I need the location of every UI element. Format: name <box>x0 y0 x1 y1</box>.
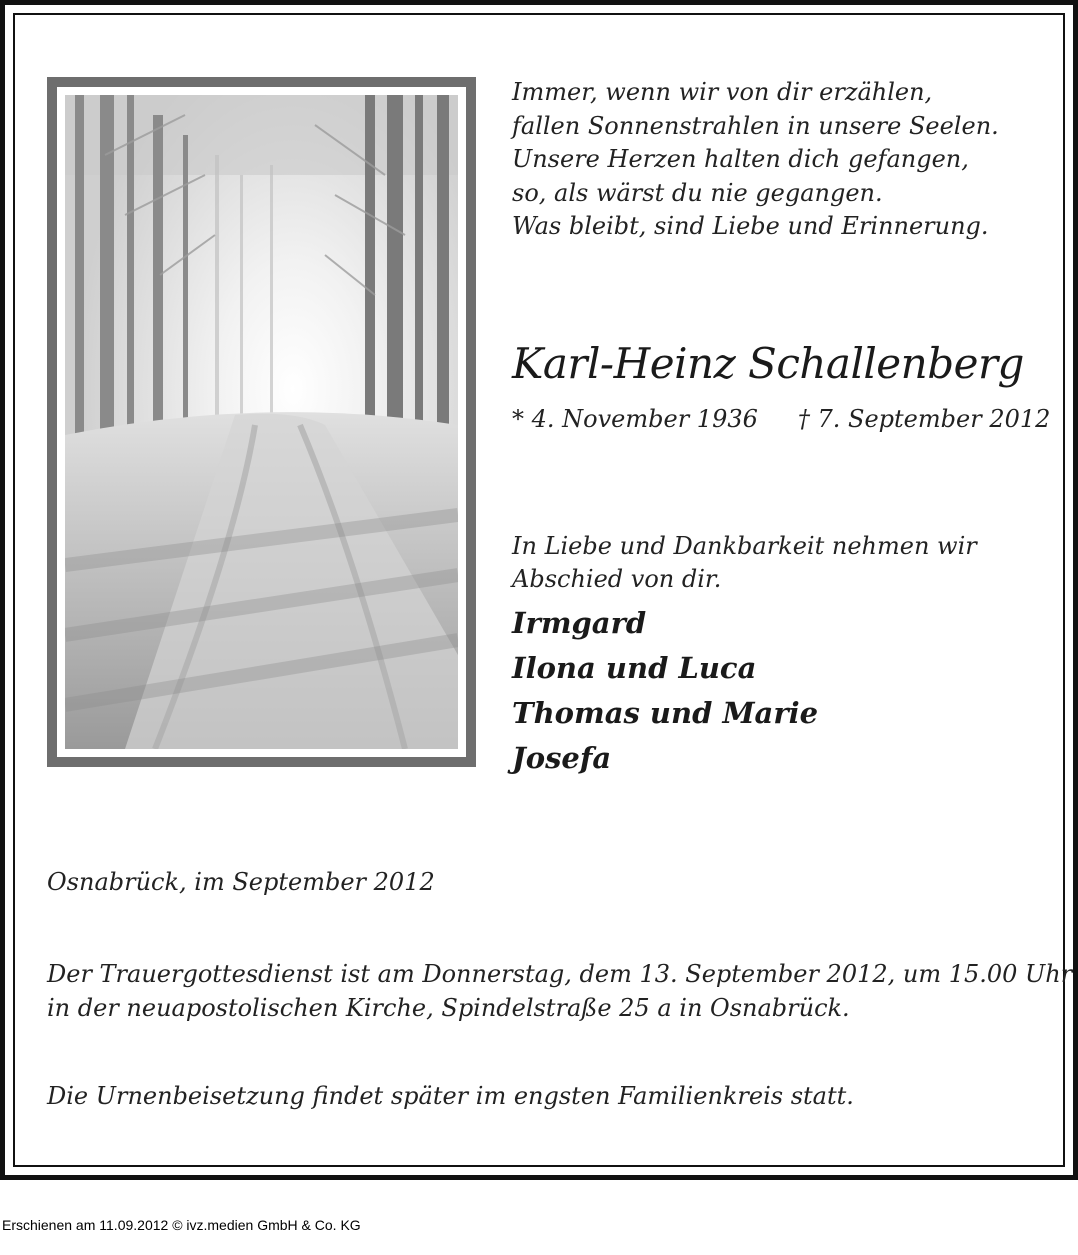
service-line: Der Trauergottesdienst ist am Donnerstag, dem 13. September 2012, um 15.00 Uhr <box>47 960 1073 988</box>
farewell-line: In Liebe und Dankbarkeit nehmen wir <box>512 532 977 560</box>
family-member: Josefa <box>512 741 612 775</box>
farewell-text <box>512 530 977 596</box>
place-date: Osnabrück, im September 2012 <box>47 868 435 896</box>
family-member: Irmgard <box>512 606 647 640</box>
photo-frame <box>47 77 476 767</box>
verse-line: so, als wärst du nie gegangen. <box>512 178 883 207</box>
burial-info: Die Urnenbeisetzung findet später im engsten Familienkreis statt. <box>47 1082 854 1110</box>
service-info <box>47 957 1072 1025</box>
verse-line: Was bleibt, sind Liebe und Erinnerung. <box>512 212 989 240</box>
forest-path-photo <box>65 95 458 749</box>
verse-line: Immer, wenn wir von dir erzählen, <box>512 78 933 106</box>
family-member: Ilona und Luca <box>512 651 757 685</box>
family-names <box>512 601 818 781</box>
birth-date: * 4. November 1936 <box>512 405 758 433</box>
life-dates <box>512 403 1050 435</box>
family-member: Thomas und Marie <box>512 696 819 730</box>
death-date: † 7. September 2012 <box>797 405 1051 433</box>
deceased-name: Karl-Heinz Schallenberg <box>512 339 1024 388</box>
photo-mat <box>57 87 466 757</box>
verse-line: Unsere Herzen halten dich gefangen, <box>512 145 969 173</box>
publication-footer: Erschienen am 11.09.2012 © ivz.medien GmbH & Co. KG <box>2 1217 361 1233</box>
verse-line: fallen Sonnenstrahlen in unsere Seelen. <box>512 111 999 140</box>
farewell-line: Abschied von dir. <box>512 565 722 593</box>
service-line: in der neuapostolischen Kirche, Spindelstraße 25 a in Osnabrück. <box>47 994 850 1022</box>
memorial-verse <box>512 76 999 244</box>
